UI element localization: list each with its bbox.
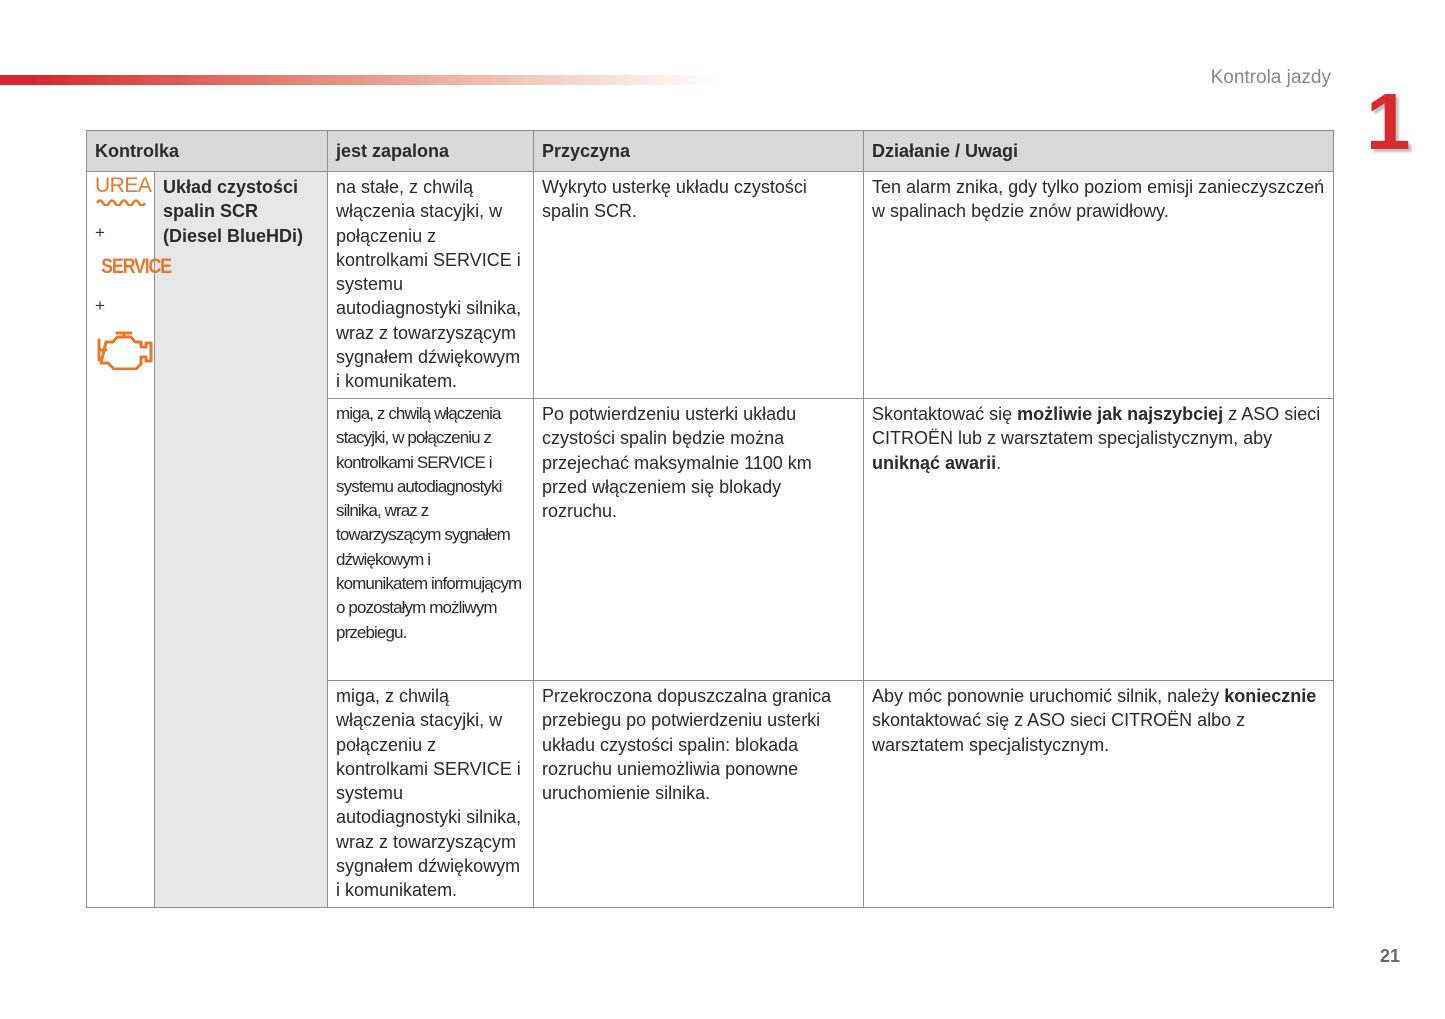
urea-wave-icon xyxy=(96,198,146,206)
table-header-row xyxy=(87,131,1334,172)
cause-cell: Wykryto usterkę układu czystości spalin SCR. xyxy=(534,172,864,399)
action-text: z ASO sieci CITROËN lub z warsztatem specjalistycznym, aby xyxy=(872,404,1321,449)
action-cell: Ten alarm znika, gdy tylko poziom emisji zanieczyszczeń w spalinach będzie znów prawidłowy. xyxy=(864,172,1334,399)
warning-lights-table xyxy=(86,130,1334,908)
action-text: skontaktować się z ASO sieci CITROËN albo z warsztatem specjalistycznym. xyxy=(872,710,1246,755)
action-text: Aby móc ponownie uruchomić silnik, należy xyxy=(872,686,1225,706)
action-emphasis: możliwie jak najszybciej xyxy=(1017,404,1224,424)
state-cell: miga, z chwilą włączenia stacyjki, w połączeniu z kontrolkami SERVICE i systemu autodiagnostyki silnika, wraz z towarzyszącym sygnałem dźwiękowym i komunikatem informującym o pozostałym możliwym przebiegu. xyxy=(328,399,534,681)
system-name: Układ czystości spalin SCR (Diesel BlueHDi) xyxy=(155,172,328,908)
cause-cell: Przekroczona dopuszczalna granica przebiegu po potwierdzeniu usterki układu czystości spalin: blokada rozruchu uniemożliwia ponowne uruchomienie silnika. xyxy=(534,681,864,908)
state-cell: miga, z chwilą włączenia stacyjki, w połączeniu z kontrolkami SERVICE i systemu autodiagnostyki silnika, wraz z towarzyszącym sygnałem dźwiękowym i komunikatem. xyxy=(328,681,534,908)
state-cell: na stałe, z chwilą włączenia stacyjki, w połączeniu z kontrolkami SERVICE i systemu autodiagnostyki silnika, wraz z towarzyszącym sygnałem dźwiękowym i komunikatem. xyxy=(328,172,534,399)
action-emphasis: uniknąć awarii xyxy=(872,452,997,473)
table-row xyxy=(87,172,1334,399)
warning-icons-cell xyxy=(87,172,171,908)
chapter-number: 1 xyxy=(1366,77,1411,166)
header-state: jest zapalona xyxy=(328,131,534,172)
top-accent-bar xyxy=(0,75,720,85)
engine-check-icon xyxy=(95,328,155,370)
plus-sign: + xyxy=(95,296,105,316)
page-number: 21 xyxy=(1380,946,1401,966)
action-emphasis: koniecznie xyxy=(1224,686,1317,706)
header-cause: Przyczyna xyxy=(534,131,864,172)
urea-warning-icon: UREA xyxy=(95,174,152,197)
action-cell xyxy=(864,399,1334,681)
header-action: Działanie / Uwagi xyxy=(864,131,1334,172)
service-warning-icon: SERVICE xyxy=(101,255,171,278)
header-kontrolka: Kontrolka xyxy=(87,131,328,172)
action-cell xyxy=(864,681,1334,908)
section-title: Kontrola jazdy xyxy=(1210,67,1331,88)
action-text: . xyxy=(996,452,1002,473)
action-text: Skontaktować się xyxy=(872,404,1018,424)
plus-sign: + xyxy=(95,223,105,242)
cause-cell: Po potwierdzeniu usterki układu czystości spalin będzie można przejechać maksymalnie 1100 km przed włączeniem się blokady rozruchu. xyxy=(534,399,864,681)
